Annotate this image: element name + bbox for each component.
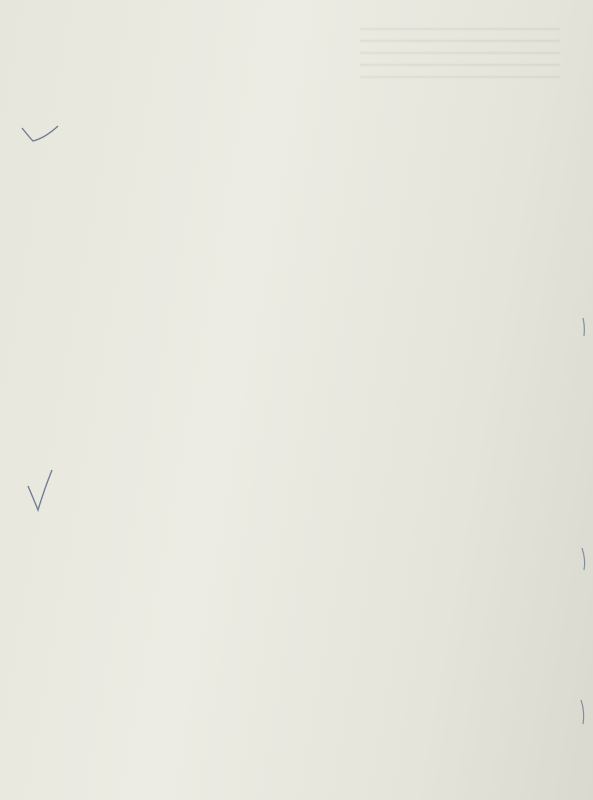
margin-mark-1 (583, 318, 584, 336)
check-mark-chapter-3 (28, 470, 52, 510)
check-mark-chapter-2 (22, 126, 58, 141)
show-through-text (360, 28, 560, 78)
margin-mark-2 (582, 548, 585, 570)
margin-mark-3 (581, 700, 584, 724)
